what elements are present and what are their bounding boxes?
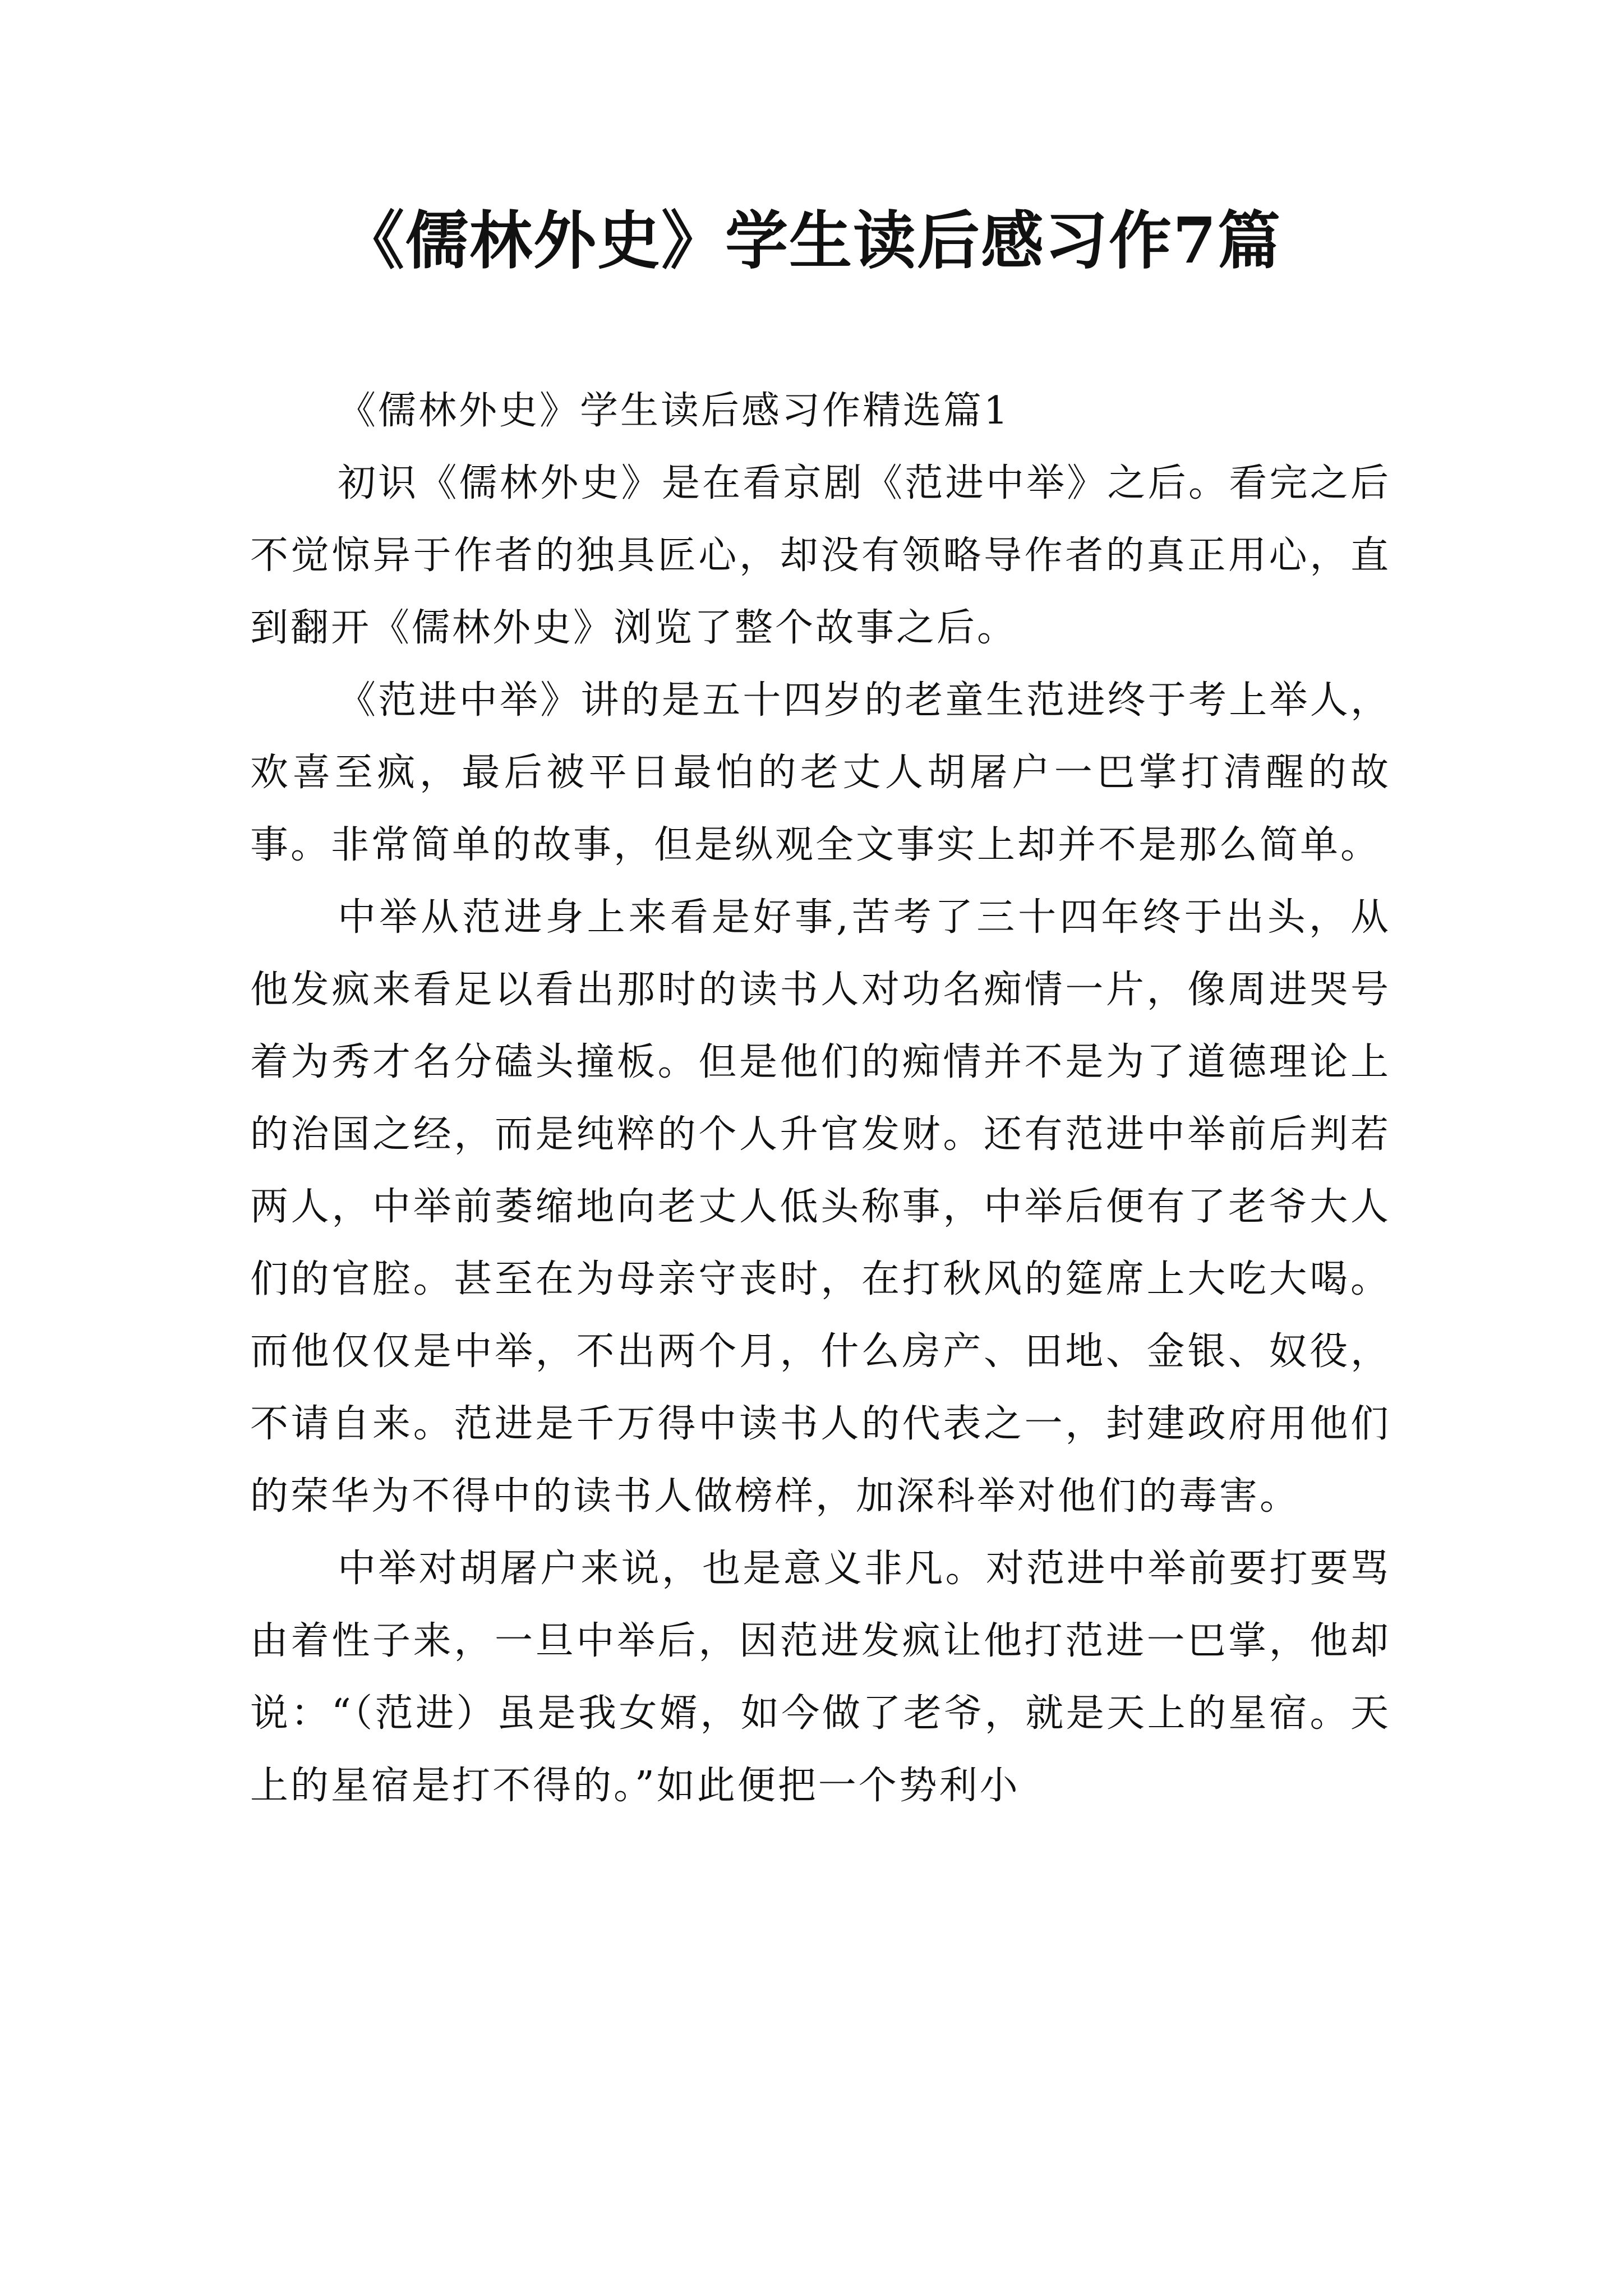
body-paragraph: 初识《儒林外史》是在看京剧《范进中举》之后。看完之后不觉惊异于作者的独具匠心，却没有领略导作者的真正用心，直到翻开《儒林外史》浏览了整个故事之后。	[250, 461, 1391, 650]
section-heading: 《儒林外史》学生读后感习作精选篇1	[338, 389, 1011, 433]
document-body	[250, 375, 1391, 1822]
document-title: 《儒林外史》学生读后感习作7篇	[342, 204, 1281, 278]
body-paragraph: 中举对胡屠户来说，也是意义非凡。对范进中举前要打要骂由着性子来，一旦中举后，因范进发疯让他打范进一巴掌，他却说：“（范进）虽是我女婿，如今做了老爷，就是天上的星宿。天上的星宿是打不得的。”如此便把一个势利小	[250, 1547, 1391, 1808]
body-paragraph: 中举从范进身上来看是好事,苦考了三十四年终于出头，从他发疯来看足以看出那时的读书人对功名痴情一片，像周进哭号着为秀才名分磕头撞板。但是他们的痴情并不是为了道德理论上的治国之经，而是纯粹的个人升官发财。还有范进中举前后判若两人，中举前萎缩地向老丈人低头称事，中举后便有了老爷大人们的官腔。甚至在为母亲守丧时，在打秋风的筵席上大吃大喝。而他仅仅是中举，不出两个月，什么房产、田地、金银、奴役，不请自来。范进是千万得中读书人的代表之一，封建政府用他们的荣华为不得中的读书人做榜样，加深科举对他们的毒害。	[250, 895, 1391, 1519]
body-paragraph: 《范进中举》讲的是五十四岁的老童生范进终于考上举人，欢喜至疯，最后被平日最怕的老丈人胡屠户一巴掌打清醒的故事。非常简单的故事，但是纵观全文事实上却并不是那么简单。	[250, 678, 1391, 867]
